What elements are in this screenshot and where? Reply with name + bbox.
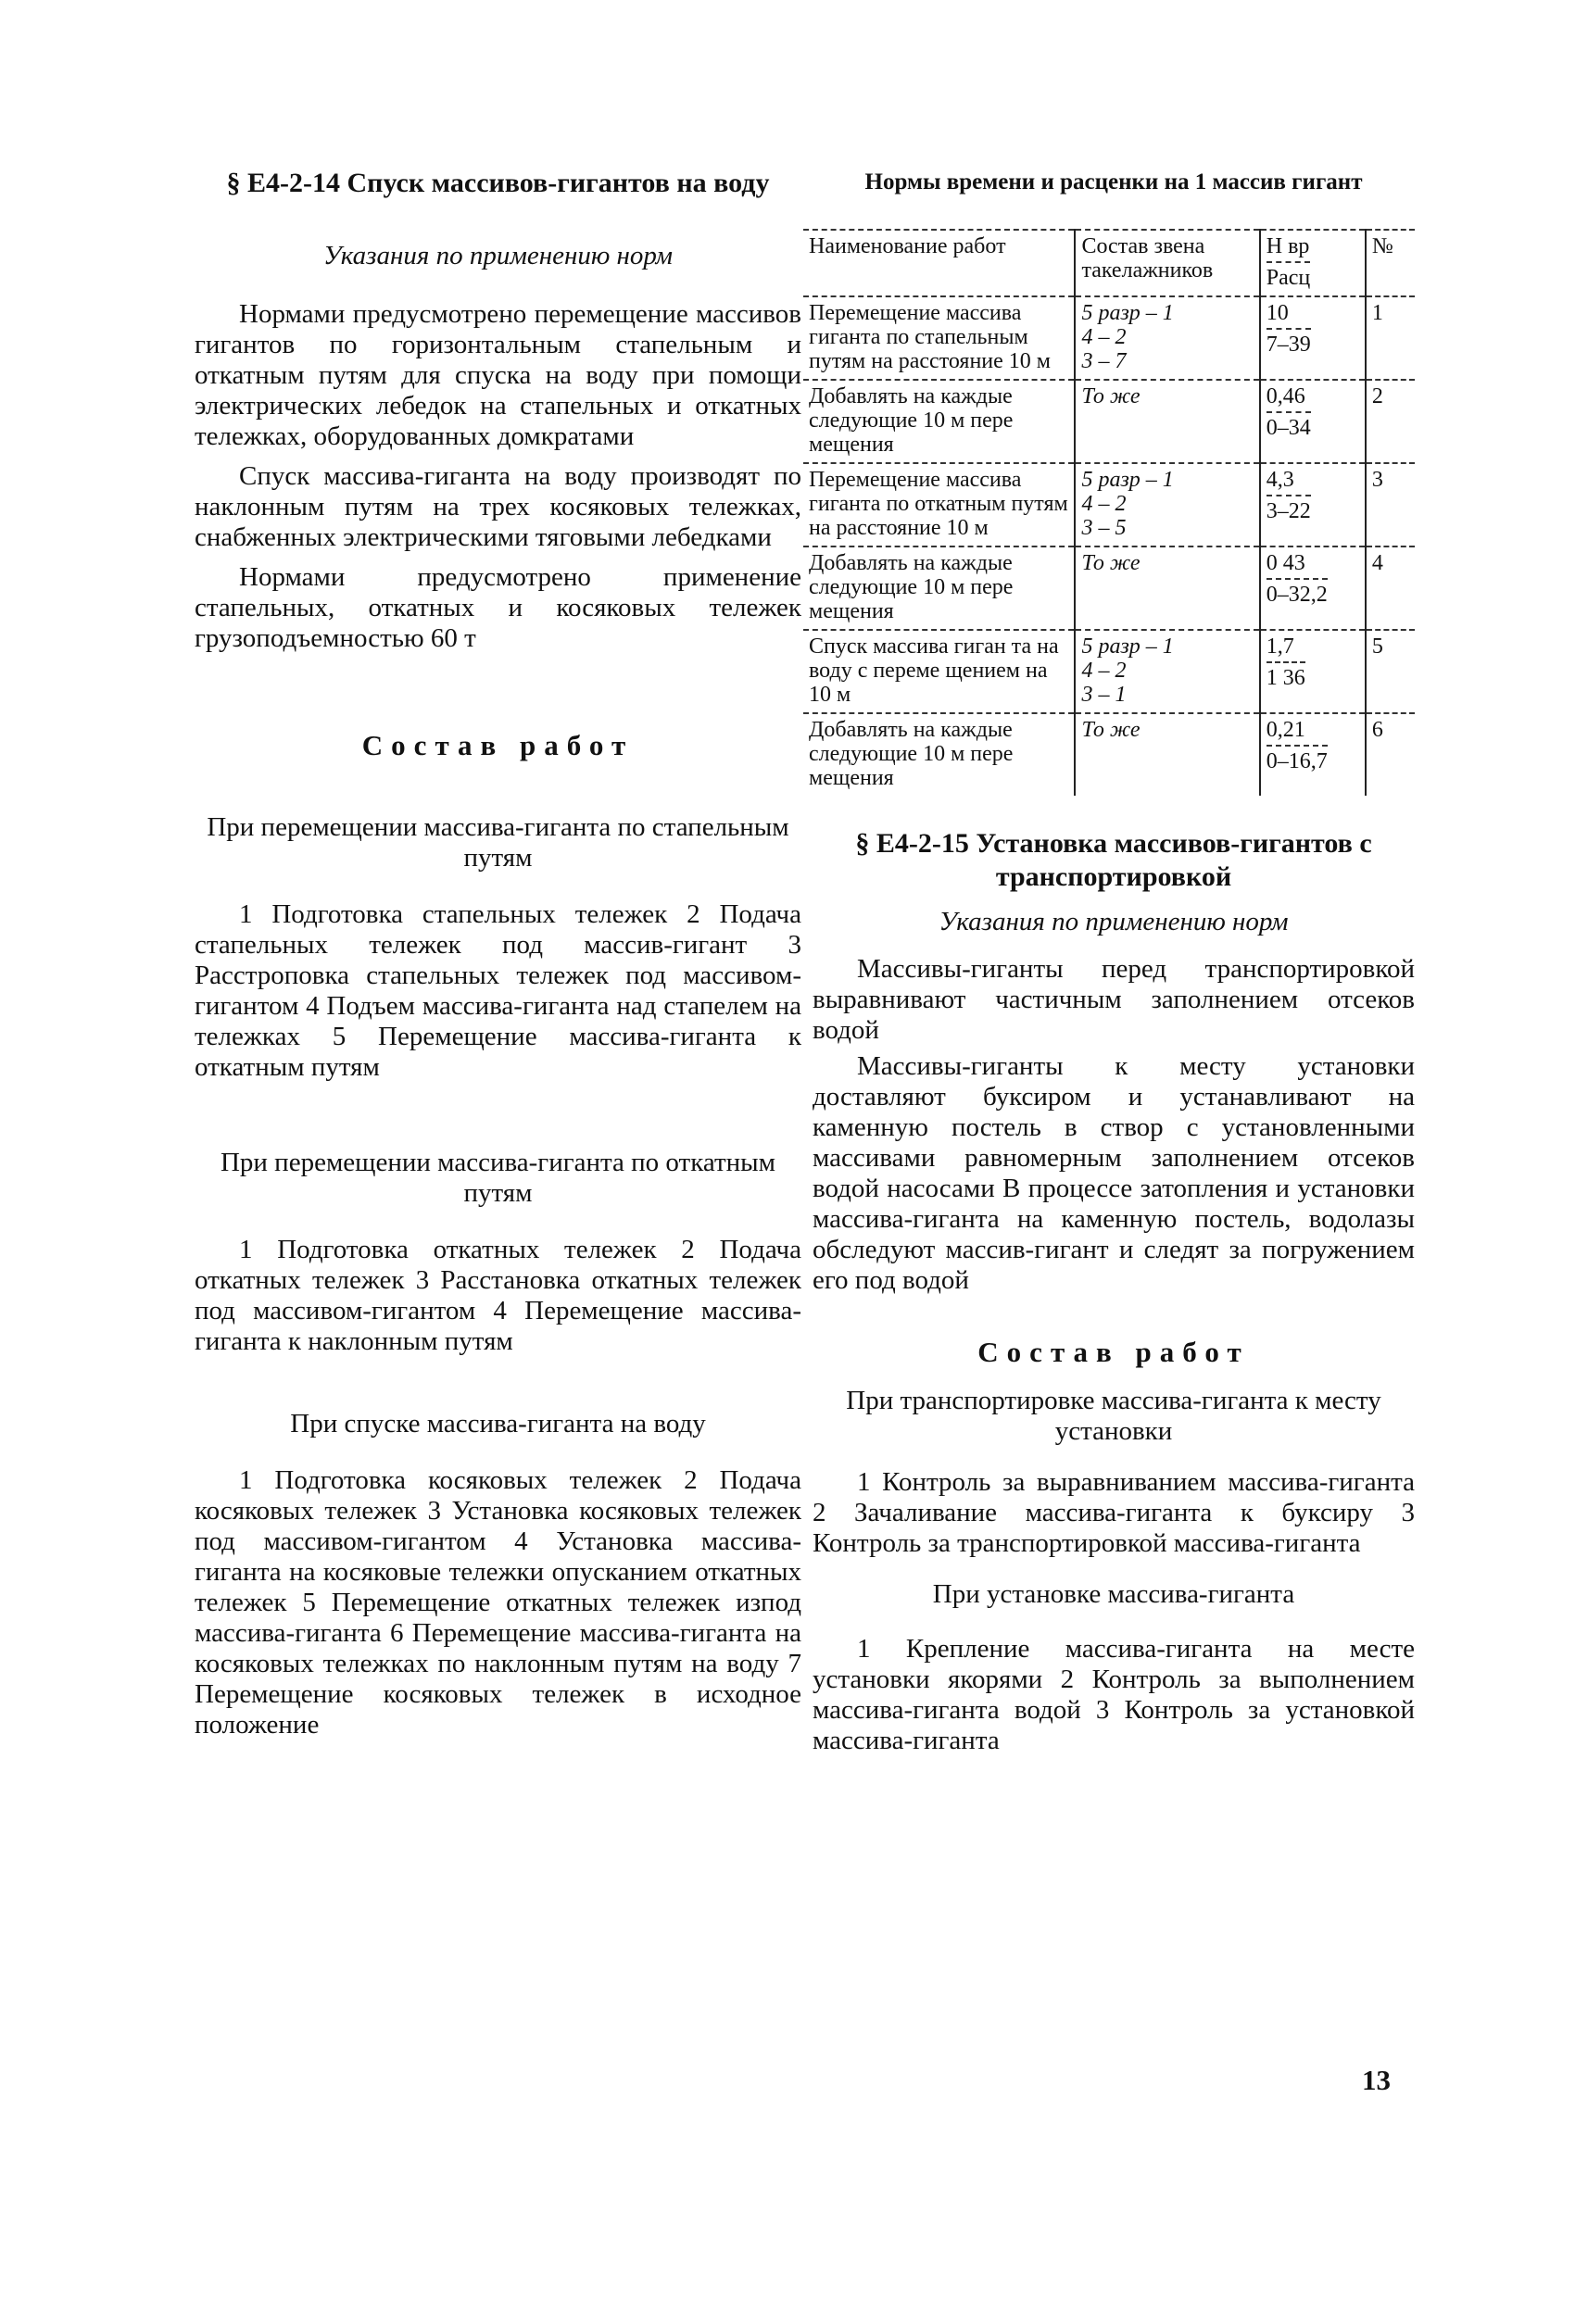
row-rasc: 0–34 <box>1266 416 1311 440</box>
header-num: № <box>1371 234 1393 258</box>
page-number: 13 <box>1362 2064 1391 2096</box>
crew-line: 4 – 2 <box>1081 325 1127 349</box>
row-crew <box>1075 380 1259 463</box>
crew-line: 3 – 5 <box>1081 516 1127 540</box>
header-rasc: Расц <box>1266 266 1311 290</box>
row-nvr: 1,7 <box>1267 634 1305 663</box>
row-rasc: 7–39 <box>1266 333 1311 357</box>
crew-line: 5 разр – 1 <box>1081 634 1174 659</box>
row-norm <box>1260 713 1366 796</box>
table-row <box>803 630 1415 713</box>
row-crew <box>1075 546 1259 630</box>
row-norm <box>1260 630 1366 713</box>
row-norm <box>1260 546 1366 630</box>
section-title-e4-2-14: § Е4-2-14 Спуск массивов-гигантов на воду <box>226 168 770 198</box>
row-norm <box>1260 380 1366 463</box>
row-rasc: 3–22 <box>1266 499 1311 523</box>
row-num: 4 <box>1371 551 1383 575</box>
row-num: 6 <box>1371 718 1383 742</box>
paragraph: Спуск массива-гиганта на воду производят по наклонным путям на трех косяковых тележках, снабженных электрическими тяговыми лебедками <box>195 461 801 552</box>
table-caption: Нормы времени и расценки на 1 массив гигант <box>864 170 1363 195</box>
crew-line: 4 – 2 <box>1081 659 1127 683</box>
header-norms <box>1260 230 1366 296</box>
section-subtitle: Указания по применению норм <box>323 241 673 270</box>
row-nvr: 0,46 <box>1267 384 1311 413</box>
subsection-title: При установке массива-гиганта <box>932 1579 1295 1609</box>
subsection-title: При перемещении массива-гиганта по стапельным путям <box>207 812 789 873</box>
composition-heading: Состав работ <box>361 729 635 761</box>
crew-line: То же <box>1081 384 1141 408</box>
row-name: Перемещение массива гиганта по стапельным путям на расстояние 10 м <box>803 296 1075 380</box>
row-num: 2 <box>1371 384 1383 408</box>
row-crew <box>1075 630 1259 713</box>
subsection-text: 1 Подготовка стапельных тележек 2 Подача стапельных тележек под массив-гигант 3 Расстроповка стапельных тележек под массивом-гигантом 4 Подъем массива-гиганта над стапелем на тележках 5 Перемещение массива-гиганта к откатным путям <box>195 899 801 1082</box>
crew-line: 4 – 2 <box>1081 492 1127 516</box>
row-num: 5 <box>1371 634 1383 659</box>
subsection-title: При перемещении массива-гиганта по откатным путям <box>220 1148 776 1208</box>
paragraph: Массивы-гиганты к месту установки доставляют буксиром и устанавливают на каменную постель в створ с установленными массивами равномерным заполнением отсеков водой насосами В процессе затопления и установки массива-гиганта на каменную постель, водолазы обследуют массив-гигант и следят за погружением его под водой <box>813 1051 1415 1295</box>
table-row <box>803 546 1415 630</box>
crew-line: То же <box>1081 551 1141 575</box>
table-row <box>803 380 1415 463</box>
subsection-text: 1 Подготовка откатных тележек 2 Подача откатных тележек 3 Расстановка откатных тележек под массивом-гигантом 4 Перемещение массива-гиганта к наклонным путям <box>195 1235 801 1356</box>
paragraph: Массивы-гиганты перед транспортировкой выравнивают частичным заполнением отсеков водой <box>813 954 1415 1045</box>
row-name: Добавлять на каждые следующие 10 м пере мещения <box>803 380 1075 463</box>
row-name: Добавлять на каждые следующие 10 м пере мещения <box>803 713 1075 796</box>
paragraph: Нормами предусмотрено перемещение массивов гигантов по горизонтальным стапельным и откатным путям для спуска на воду при помощи электрических лебедок на стапельных и откатных тележках, оборудованных домкратами <box>195 299 801 451</box>
row-num: 1 <box>1371 301 1383 325</box>
row-nvr: 0 43 <box>1267 551 1328 580</box>
subsection-title: При спуске массива-гиганта на воду <box>290 1409 706 1438</box>
row-rasc: 1 36 <box>1266 666 1305 690</box>
row-name: Спуск массива гиган та на воду с переме щением на 10 м <box>803 630 1075 713</box>
table-row <box>803 463 1415 546</box>
right-column <box>809 167 1415 1756</box>
row-num: 3 <box>1371 468 1383 492</box>
paragraph: Нормами предусмотрено применение стапельных, откатных и косяковых тележек грузоподъемностью 60 т <box>195 562 801 653</box>
subsection-text: 1 Контроль за выравниванием массива-гиганта 2 Зачаливание массива-гиганта к буксиру 3 Контроль за транспортировкой массива-гиганта <box>813 1467 1415 1558</box>
crew-line: 3 – 7 <box>1081 349 1127 373</box>
subsection-text: 1 Подготовка косяковых тележек 2 Подача косяковых тележек 3 Установка косяковых тележек под массивом-гигантом 4 Установка массива-гиганта на косяковые тележки опусканием откатных тележек 5 Перемещение откатных тележек изпод массива-гиганта 6 Перемещение массива-гиганта на косяковых тележках по наклонным путям на воду 7 Перемещение косяковых тележек в исходное положение <box>195 1465 801 1740</box>
row-rasc: 0–32,2 <box>1266 583 1328 607</box>
row-rasc: 0–16,7 <box>1266 749 1328 773</box>
crew-line: 5 разр – 1 <box>1081 468 1174 492</box>
row-norm <box>1260 296 1366 380</box>
row-nvr: 4,3 <box>1267 468 1311 496</box>
table-row <box>803 713 1415 796</box>
norms-table <box>803 229 1415 796</box>
header-nvr: Н вр <box>1267 234 1311 263</box>
section-subtitle: Указания по применению норм <box>939 907 1289 936</box>
header-crew: Состав звена такелажников <box>1075 230 1259 296</box>
row-crew <box>1075 296 1259 380</box>
row-crew <box>1075 713 1259 796</box>
left-column <box>195 167 801 1740</box>
row-nvr: 10 <box>1267 301 1311 330</box>
composition-heading: Состав работ <box>977 1336 1250 1368</box>
crew-line: То же <box>1081 718 1141 742</box>
subsection-title: При транспортировке массива-гиганта к месту установки <box>846 1386 1381 1446</box>
crew-line: 3 – 1 <box>1081 683 1127 707</box>
row-name: Добавлять на каждые следующие 10 м пере мещения <box>803 546 1075 630</box>
table-row <box>803 296 1415 380</box>
row-name: Перемещение массива гиганта по откатным путям на расстояние 10 м <box>803 463 1075 546</box>
row-norm <box>1260 463 1366 546</box>
row-crew <box>1075 463 1259 546</box>
header-name: Наименование работ <box>803 230 1075 296</box>
row-nvr: 0,21 <box>1267 718 1328 747</box>
crew-line: 5 разр – 1 <box>1081 301 1174 325</box>
section-title-e4-2-15: § Е4-2-15 Установка массивов-гигантов с транспортировкой <box>855 828 1372 892</box>
subsection-text: 1 Крепление массива-гиганта на месте установки якорями 2 Контроль за выполнением массива-гиганта водой 3 Контроль за установкой массива-гиганта <box>813 1634 1415 1755</box>
table-header-row <box>803 230 1415 296</box>
